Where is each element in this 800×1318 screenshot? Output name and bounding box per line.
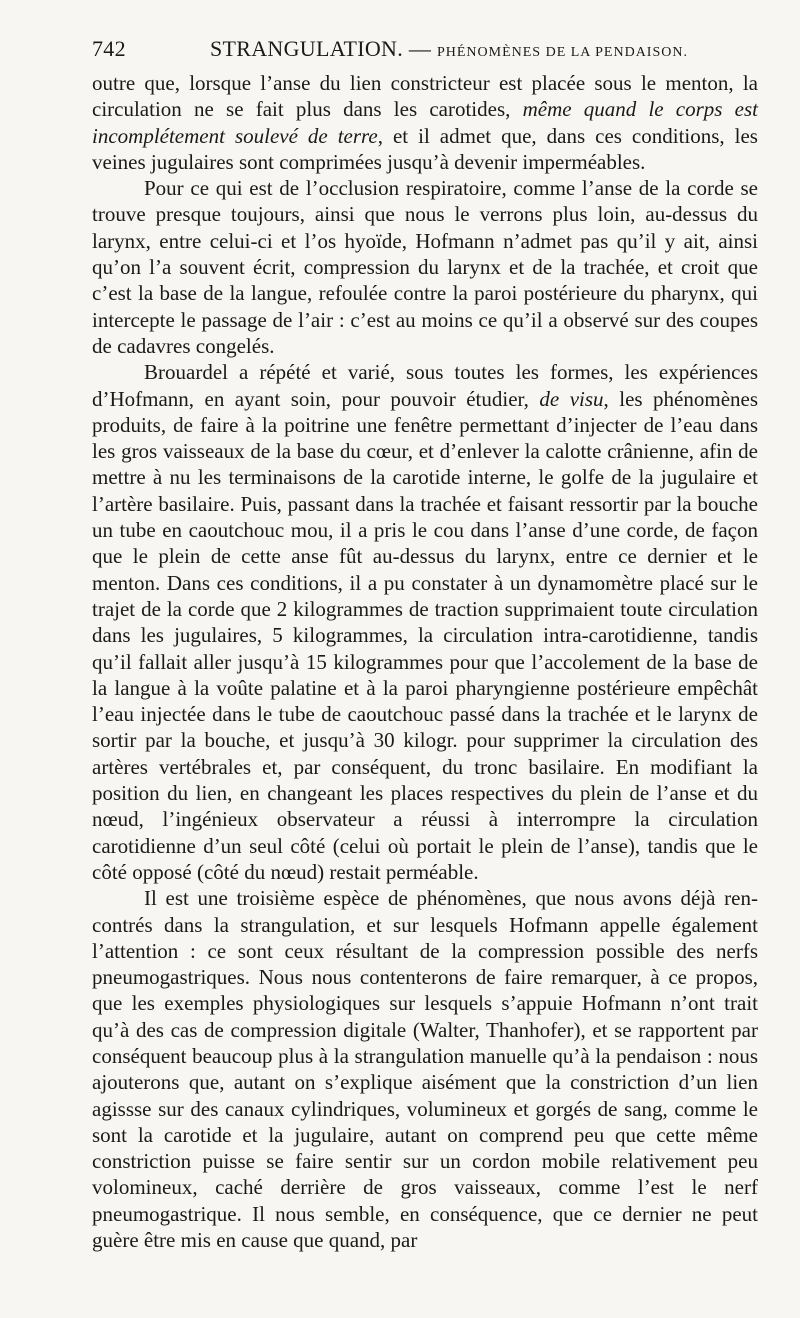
page-number: 742	[92, 36, 126, 61]
paragraph	[92, 70, 758, 175]
running-title-separator: —	[408, 36, 432, 61]
running-header	[92, 36, 762, 70]
body-text	[92, 70, 758, 1253]
italic-text: de visu	[539, 386, 604, 411]
paragraph	[92, 885, 758, 1253]
paragraph-text: , les phénomènes produits, de faire à la poitrine une fenêtre permettant d’injecter de l’eau dans les gros vaisseaux de la base du cœur, et d’enlever la calotte crânienne, afin de mettre à nu les terminaisons de la carotide interne, le golfe de la jugulaire et l’artère basilaire. Puis, passant dans la trachée et faisant ressortir par la bouche un tube en caoutchouc mou, il a pris le cou dans l’anse d’une corde, de façon que le plein de cette anse fût au-dessus du larynx, entre ce dernier et le menton. Dans ces conditions, il a pu constater à un dynamomètre placé sur le trajet de la corde que 2 kilogrammes de traction supprimaient toute circulation dans les jugulaires, 5 kilogrammes, la circulation intra-carotidienne, tandis qu’il fallait aller jusqu’à 15 kilogrammes pour que l’accolement de la base de la langue à la voûte palatine et à la paroi pharyngienne postérieure empêchât l’eau injectée dans le tube de caoutchouc passé dans la trachée et le larynx de sortir par la bouche, et jusqu’à 30 kilogr. pour supprimer la circulation des artères vertébrales et, par conséquent, du tronc basilaire. En modifiant la position du lien, en changeant les places respectives du plein de l’anse et du nœud, l’ingénieux observateur a réussi à interrompre la circulation carotidienne d’un seul côté (celui où portait le plein de l’anse), tandis que le côté opposé (côté du nœud) restait perméable.	[92, 386, 759, 884]
running-title	[210, 36, 688, 62]
paragraph-text: outre que, lorsque l’anse du lien constricteur est placée sous le menton, la circulation ne se fait plus dans les carotides,	[92, 71, 758, 122]
italic-text: même quand le corps est incomplétement soulevé de terre	[92, 97, 759, 148]
paragraph	[92, 175, 758, 359]
paragraph-text: , et il admet que, dans ces conditions, les veines jugulaires sont comprimées jusqu’à devenir imperméables.	[92, 123, 758, 174]
paragraph-text: Brouardel a répété et varié, sous toutes les formes, les expériences d’Hofmann, en ayant soin, pour pouvoir étudier,	[92, 360, 758, 411]
paragraph-text: Pour ce qui est de l’occlusion respiratoire, comme l’anse de la corde se trouve presque toujours, ainsi que nous le verrons plus loin, au-dessus du larynx, entre celui-ci et l’os hyoïde, Hofmann n’admet pas qu’il y ait, ainsi qu’on l’a souvent écrit, compression du larynx et de la trachée, et croit que c’est la base de la langue, refoulée contre la paroi postérieure du pharynx, qui intercepte le passage de l’air : c’est au moins ce qu’il a observé sur des coupes de cadavres congelés.	[92, 176, 758, 358]
running-title-sub: PHÉNOMÈNES DE LA PENDAISON.	[436, 45, 688, 60]
paragraph-text: Il est une troisième espèce de phénomènes, que nous avons déjà rencontrés dans la strangulation, et sur lesquels Hofmann appelle également l’attention : ce sont ceux résultant de la compression possible des nerfs pneumogastriques. Nous nous contenterons de faire remarquer, à ce propos, que les exemples physiologiques sur lesquels s’appuie Hofmann n’ont trait qu’à des cas de compression digitale (Walter, Thanhofer), et se rapportent par conséquent beaucoup plus à la strangulation manuelle qu’à la pendaison : nous ajouterons que, autant on s’explique aisément que la constriction d’un lien agissse sur des canaux cylindriques, volumineux et gorgés de sang, comme le sont la carotide et la jugulaire, autant on comprend peu que cette même constriction puisse se faire sentir sur un cordon mobile relativement peu volomineux, caché derrière de gros vaisseaux, comme l’est le nerf pneumogastrique. Il nous semble, en conséquence, que ce dernier ne peut guère être mis en cause que quand, par	[92, 886, 758, 1253]
paragraph	[92, 359, 758, 885]
running-title-main: STRANGULATION.	[210, 36, 404, 61]
